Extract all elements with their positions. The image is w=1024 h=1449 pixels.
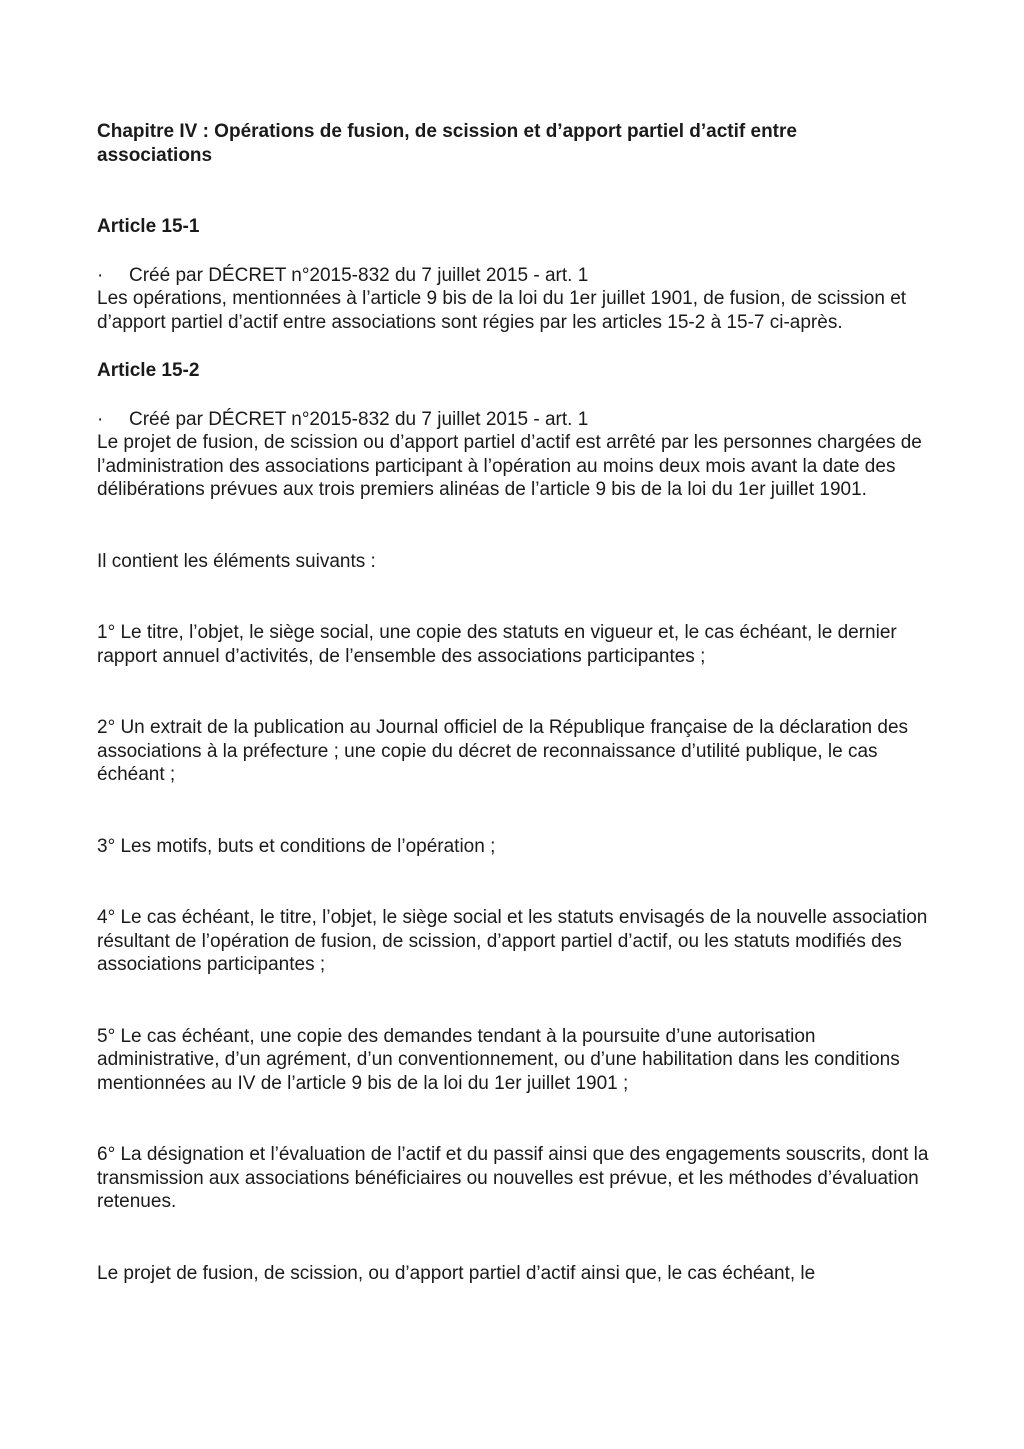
article-15-2-source	[97, 408, 937, 432]
bullet-icon: ·	[97, 408, 104, 430]
list-item: 5° Le cas échéant, une copie des demandes tendant à la poursuite d’une autorisation administrative, d’un agrément, d’un conventionnement, ou d’une habilitation dans les conditions mentionnées au IV de l’article 9 bis de la loi du 1er juillet 1901 ;	[97, 1025, 900, 1094]
list-item: 1° Le titre, l’objet, le siège social, une copie des statuts en vigueur et, le cas échéant, le dernier rapport annuel d’activités, de l’ensemble des associations participantes ;	[97, 622, 897, 667]
source-text: Créé par DÉCRET n°2015-832 du 7 juillet 2015 - art. 1	[129, 264, 589, 286]
article-15-2-body: Le projet de fusion, de scission ou d’apport partiel d’actif est arrêté par les personnes chargées de l’administration des associations participant à l’opération au moins deux mois avant la date des délibérations prévues aux trois premiers alinéas de l’article 9 bis de la loi du 1er juillet 1901.	[97, 432, 922, 500]
list-item: 2° Un extrait de la publication au Journal officiel de la République française de la déclaration des associations à la préfecture ; une copie du décret de reconnaissance d’utilité publique, le cas échéant ;	[97, 717, 909, 785]
article-15-2-intro: Il contient les éléments suivants :	[97, 550, 376, 572]
article-15-1-title: Article 15-1	[97, 216, 200, 237]
list-item: 6° La désignation et l’évaluation de l’actif et du passif ainsi que des engagements souscrits, dont la transmission aux associations bénéficiaires ou nouvelles est prévue, et les méthodes d’évaluation retenues.	[97, 1144, 929, 1212]
chapter-title: Chapitre IV : Opérations de fusion, de scission et d’apport partiel d’actif entre associations	[97, 121, 797, 166]
article-15-2-closing: Le projet de fusion, de scission, ou d’apport partiel d’actif ainsi que, le cas échéant, le	[97, 1262, 816, 1284]
source-text: Créé par DÉCRET n°2015-832 du 7 juillet 2015 - art. 1	[129, 408, 589, 430]
bullet-icon: ·	[97, 264, 104, 286]
list-item: 4° Le cas échéant, le titre, l’objet, le siège social et les statuts envisagés de la nouvelle association résultant de l’opération de fusion, de scission, d’apport partiel d’actif, ou les statuts modifiés des associations participantes ;	[97, 907, 928, 975]
list-item: 3° Les motifs, buts et conditions de l’opération ;	[97, 835, 496, 857]
article-15-1-source	[97, 264, 937, 288]
article-15-1-body: Les opérations, mentionnées à l’article 9 bis de la loi du 1er juillet 1901, de fusion, de scission et d’apport partiel d’actif entre associations sont régies par les articles 15-2 à 15-7 ci-après.	[97, 288, 907, 333]
document-page	[97, 120, 937, 1285]
article-15-2-title: Article 15-2	[97, 360, 200, 381]
